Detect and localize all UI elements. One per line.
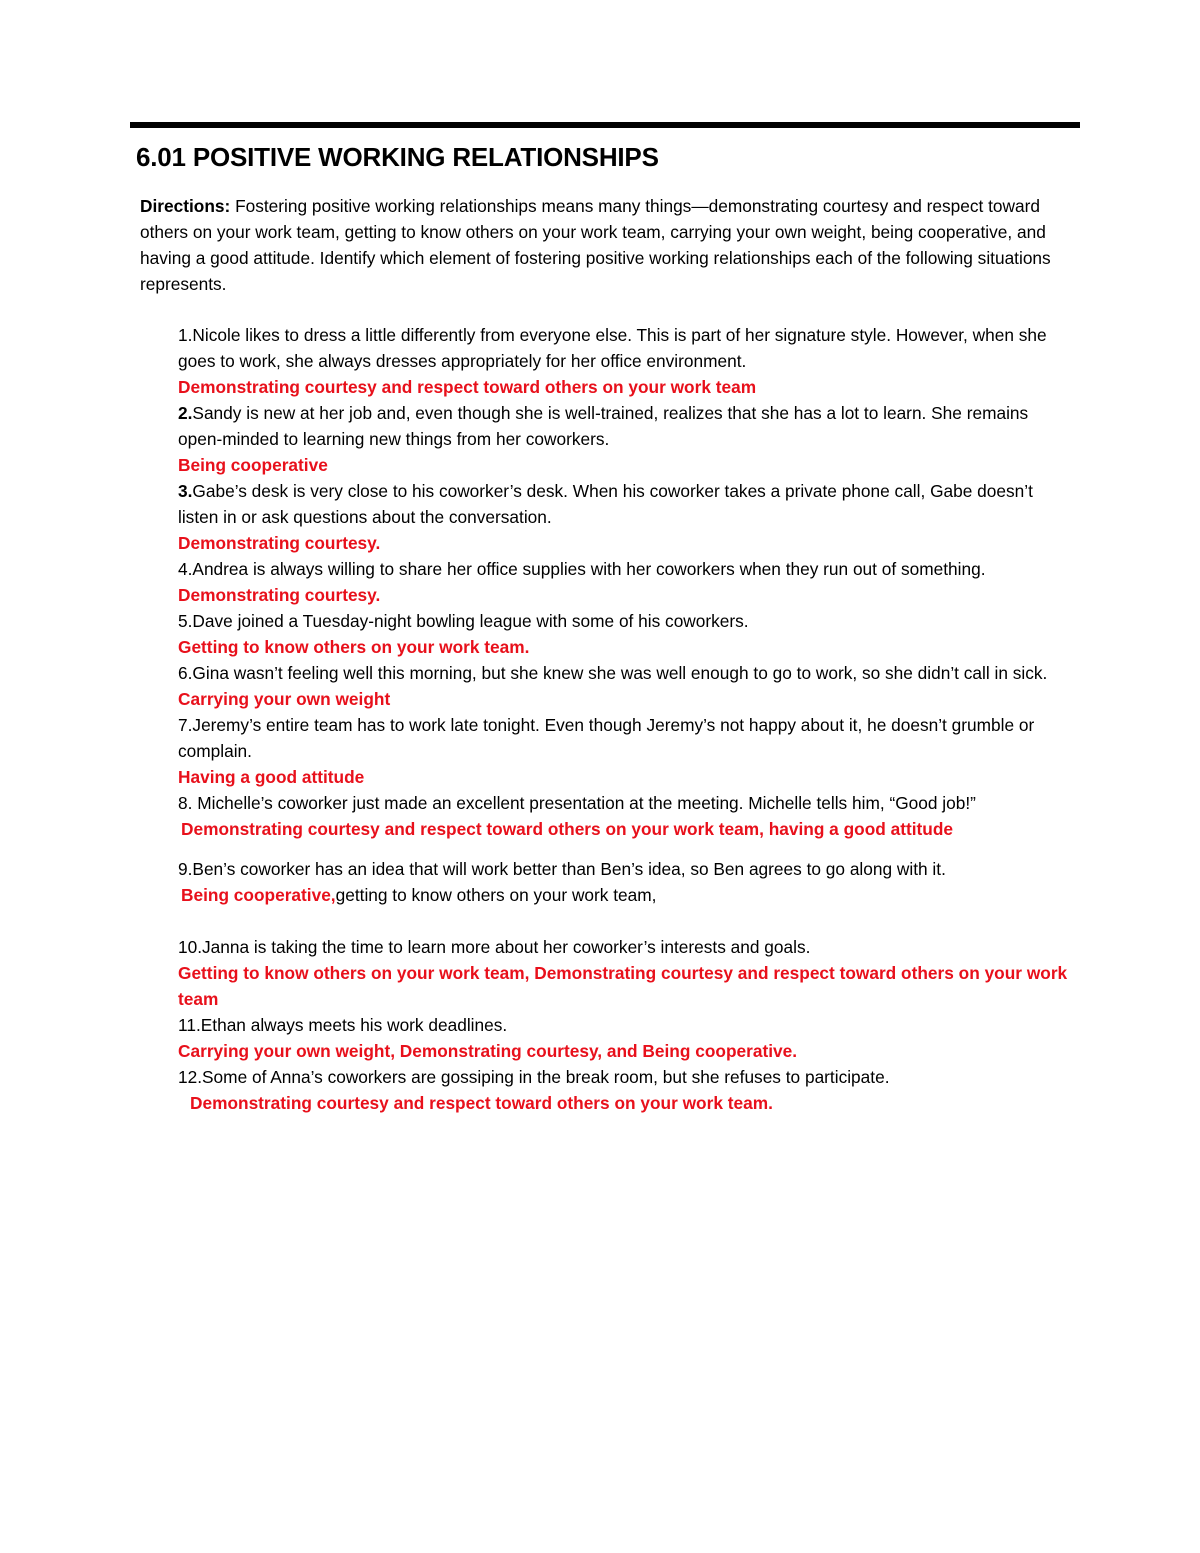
question-text: 10.Janna is taking the time to learn more about her coworker’s interests and goals. [178, 937, 811, 957]
answer-text: Demonstrating courtesy. [178, 585, 381, 605]
question-text: 1.Nicole likes to dress a little differently from everyone else. This is part of her signature style. However, when she goes to work, she always dresses appropriately for her office environment. [178, 325, 1047, 371]
page-title: 6.01 POSITIVE WORKING RELATIONSHIPS [136, 142, 659, 172]
item-number: 8. [178, 793, 193, 813]
list-item [178, 712, 1073, 790]
item-number: 4. [178, 559, 193, 579]
question-text: 5.Dave joined a Tuesday-night bowling league with some of his coworkers. [178, 611, 749, 631]
answer-text: Demonstrating courtesy and respect toward others on your work team [178, 377, 757, 397]
answer-plain-text: getting to know others on your work team, [335, 885, 657, 905]
question-text: 3.Gabe’s desk is very close to his coworker’s desk. When his coworker takes a private phone call, Gabe doesn’t listen in or ask questions about the conversation. [178, 481, 1033, 527]
directions-label: Directions: [140, 196, 231, 216]
item-number: 11. [178, 1015, 201, 1035]
top-horizontal-rule [130, 122, 1080, 128]
question-text: 12.Some of Anna’s coworkers are gossiping in the break room, but she refuses to participate. [178, 1067, 890, 1087]
answer-text: Demonstrating courtesy. [178, 533, 381, 553]
item-number: 5. [178, 611, 193, 631]
item-number: 1. [178, 325, 193, 345]
directions-text: Fostering positive working relationships means many things—demonstrating courtesy and respect toward others on your work team, getting to know others on your work team, carrying your own weight, being cooperative, and having a good attitude. Identify which element of fostering positive working relationships each of the following situations represents. [140, 196, 1051, 294]
list-item [178, 322, 1073, 400]
question-text: 11.Ethan always meets his work deadlines. [178, 1015, 508, 1035]
list-item [178, 556, 1073, 608]
item-number: 7. [178, 715, 193, 735]
answer-text: Being cooperative [178, 455, 328, 475]
list-item [178, 660, 1073, 712]
answer-text: Getting to know others on your work team, Demonstrating courtesy and respect toward others on your work team [178, 963, 1068, 1009]
situations-list [178, 322, 1073, 1116]
item-number: 2. [178, 403, 193, 423]
list-item [178, 1012, 1073, 1064]
answer-text: Demonstrating courtesy and respect toward others on your work team, having a good attitude [181, 819, 954, 839]
answer-text: Being cooperative,getting to know others on your work team, [181, 885, 657, 905]
directions-paragraph [140, 193, 1070, 297]
list-item [178, 790, 1073, 842]
list-item [178, 478, 1073, 556]
answer-text: Carrying your own weight, Demonstrating courtesy, and Being cooperative. [178, 1041, 798, 1061]
answer-text: Demonstrating courtesy and respect toward others on your work team. [190, 1093, 773, 1113]
question-text: 4.Andrea is always willing to share her office supplies with her coworkers when they run out of something. [178, 559, 986, 579]
list-item [178, 934, 1073, 1012]
item-number: 3. [178, 481, 193, 501]
list-item [178, 856, 1073, 908]
item-number: 10. [178, 937, 203, 957]
answer-text: Having a good attitude [178, 767, 365, 787]
list-item [178, 608, 1073, 660]
question-text: 9.Ben’s coworker has an idea that will work better than Ben’s idea, so Ben agrees to go along with it. [178, 859, 946, 879]
question-text: 7.Jeremy’s entire team has to work late tonight. Even though Jeremy’s not happy about it, he doesn’t grumble or complain. [178, 715, 1035, 761]
question-text: 2.Sandy is new at her job and, even though she is well-trained, realizes that she has a lot to learn. She remains open-minded to learning new things from her coworkers. [178, 403, 1029, 449]
list-item [178, 1064, 1073, 1116]
item-number: 9. [178, 859, 193, 879]
answer-text: Getting to know others on your work team. [178, 637, 530, 657]
answer-text: Carrying your own weight [178, 689, 391, 709]
question-text: 8. Michelle’s coworker just made an excellent presentation at the meeting. Michelle tells him, “Good job!” [178, 793, 976, 813]
item-number: 12. [178, 1067, 203, 1087]
item-number: 6. [178, 663, 193, 683]
question-text: 6.Gina wasn’t feeling well this morning, but she knew she was well enough to go to work, so she didn’t call in sick. [178, 663, 1048, 683]
list-item [178, 400, 1073, 478]
